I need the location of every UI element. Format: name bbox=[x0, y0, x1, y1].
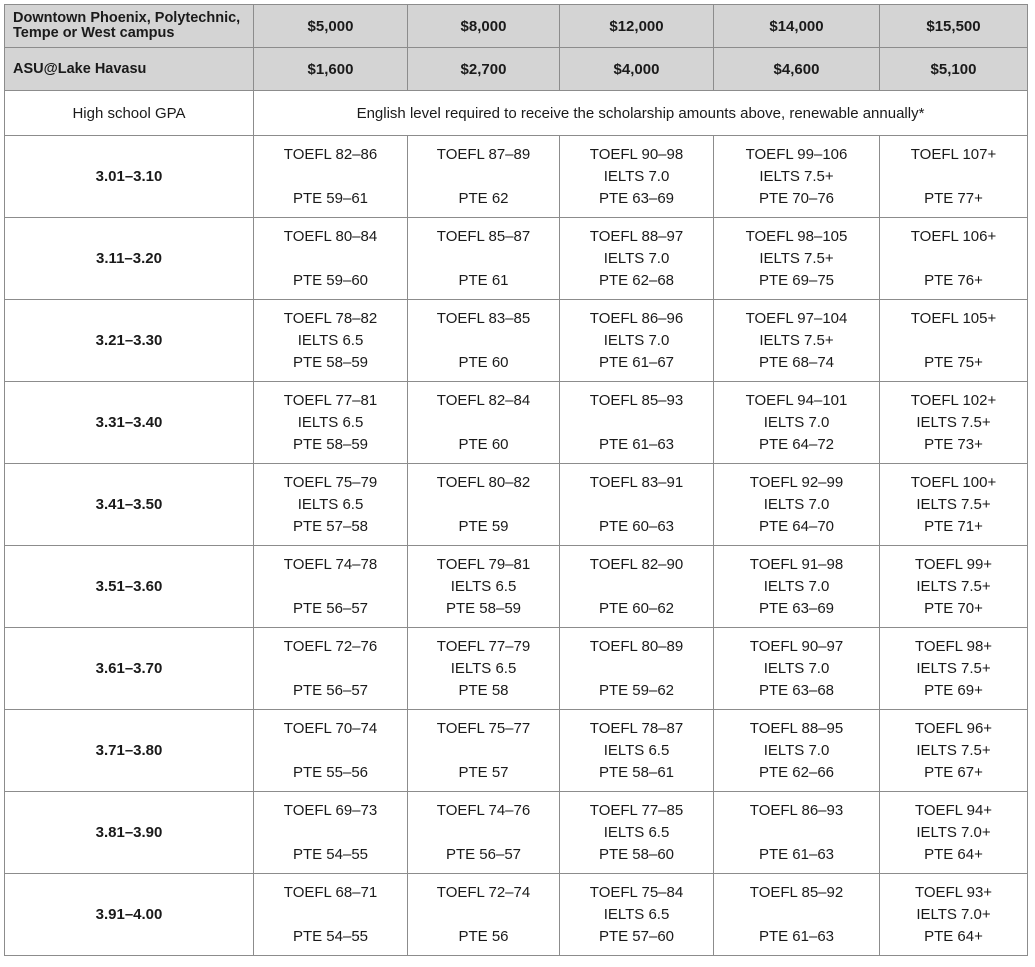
toefl-score: TOEFL 85–87 bbox=[436, 228, 531, 245]
toefl-score: TOEFL 88–95 bbox=[749, 720, 844, 737]
pte-score: PTE 64+ bbox=[924, 846, 983, 863]
requirement-cell bbox=[714, 464, 880, 546]
ielts-score bbox=[560, 576, 713, 598]
requirement-cell bbox=[880, 874, 1028, 956]
ielts-score: IELTS 7.5+ bbox=[916, 414, 991, 431]
requirement-lines bbox=[880, 710, 1027, 790]
requirement-cell bbox=[714, 628, 880, 710]
requirement-lines bbox=[714, 628, 879, 708]
requirement-lines bbox=[880, 546, 1027, 626]
toefl-score: TOEFL 98+ bbox=[914, 638, 993, 655]
pte-score: PTE 57 bbox=[458, 764, 509, 781]
pte-score: PTE 58–61 bbox=[598, 764, 675, 781]
ielts-score: IELTS 7.0 bbox=[763, 660, 830, 677]
gpa-range: 3.91–4.00 bbox=[5, 874, 254, 956]
ielts-score: IELTS 7.0 bbox=[763, 496, 830, 513]
requirement-lines bbox=[714, 300, 879, 380]
table-row bbox=[5, 546, 1028, 628]
requirement-lines bbox=[408, 382, 559, 462]
requirement-cell bbox=[408, 546, 560, 628]
requirement-lines bbox=[880, 792, 1027, 872]
requirement-lines bbox=[714, 792, 879, 872]
toefl-score: TOEFL 75–77 bbox=[436, 720, 531, 737]
table-row bbox=[5, 382, 1028, 464]
ielts-score: IELTS 6.5 bbox=[297, 496, 364, 513]
ielts-score: IELTS 6.5 bbox=[297, 332, 364, 349]
requirement-cell bbox=[880, 792, 1028, 874]
toefl-score: TOEFL 106+ bbox=[910, 228, 997, 245]
scholarship-amount: $14,000 bbox=[714, 5, 880, 48]
requirement-cell bbox=[408, 628, 560, 710]
pte-score: PTE 59 bbox=[458, 518, 509, 535]
requirement-lines bbox=[408, 710, 559, 790]
requirement-cell bbox=[880, 710, 1028, 792]
requirement-cell bbox=[880, 382, 1028, 464]
pte-score: PTE 70–76 bbox=[758, 190, 835, 207]
requirement-cell bbox=[408, 874, 560, 956]
requirement-cell bbox=[254, 792, 408, 874]
toefl-score: TOEFL 70–74 bbox=[283, 720, 378, 737]
campus-row bbox=[5, 48, 1028, 91]
toefl-score: TOEFL 69–73 bbox=[283, 802, 378, 819]
toefl-score: TOEFL 82–86 bbox=[283, 146, 378, 163]
toefl-score: TOEFL 75–84 bbox=[589, 884, 684, 901]
requirement-lines bbox=[560, 546, 713, 626]
toefl-score: TOEFL 80–84 bbox=[283, 228, 378, 245]
ielts-score bbox=[880, 248, 1027, 270]
pte-score: PTE 60–62 bbox=[598, 600, 675, 617]
requirement-cell bbox=[714, 218, 880, 300]
toefl-score: TOEFL 86–96 bbox=[589, 310, 684, 327]
toefl-score: TOEFL 105+ bbox=[910, 310, 997, 327]
pte-score: PTE 63–68 bbox=[758, 682, 835, 699]
pte-score: PTE 62–68 bbox=[598, 272, 675, 289]
requirement-cell bbox=[714, 710, 880, 792]
pte-score: PTE 61–63 bbox=[758, 846, 835, 863]
toefl-score: TOEFL 74–78 bbox=[283, 556, 378, 573]
toefl-score: TOEFL 80–82 bbox=[436, 474, 531, 491]
toefl-score: TOEFL 94+ bbox=[914, 802, 993, 819]
gpa-range: 3.81–3.90 bbox=[5, 792, 254, 874]
requirement-cell bbox=[408, 382, 560, 464]
ielts-score bbox=[714, 904, 879, 926]
toefl-score: TOEFL 82–84 bbox=[436, 392, 531, 409]
ielts-score: IELTS 7.5+ bbox=[759, 168, 834, 185]
toefl-score: TOEFL 78–82 bbox=[283, 310, 378, 327]
requirement-lines bbox=[880, 300, 1027, 380]
pte-score: PTE 55–56 bbox=[292, 764, 369, 781]
ielts-score: IELTS 7.0 bbox=[603, 250, 670, 267]
toefl-score: TOEFL 100+ bbox=[910, 474, 997, 491]
scholarship-amount: $8,000 bbox=[408, 5, 560, 48]
ielts-score bbox=[408, 494, 559, 516]
requirement-cell bbox=[560, 300, 714, 382]
requirement-cell bbox=[408, 792, 560, 874]
requirement-lines bbox=[560, 710, 713, 790]
requirement-lines bbox=[560, 792, 713, 872]
toefl-score: TOEFL 79–81 bbox=[436, 556, 531, 573]
requirement-lines bbox=[254, 136, 407, 216]
ielts-score: IELTS 6.5 bbox=[450, 578, 517, 595]
pte-score: PTE 58–60 bbox=[598, 846, 675, 863]
gpa-range: 3.51–3.60 bbox=[5, 546, 254, 628]
ielts-score: IELTS 7.5+ bbox=[916, 496, 991, 513]
requirement-lines bbox=[560, 300, 713, 380]
requirement-cell bbox=[560, 464, 714, 546]
pte-score: PTE 62 bbox=[458, 190, 509, 207]
header-row bbox=[5, 91, 1028, 136]
pte-score: PTE 69–75 bbox=[758, 272, 835, 289]
requirement-cell bbox=[880, 628, 1028, 710]
gpa-range: 3.41–3.50 bbox=[5, 464, 254, 546]
requirement-lines bbox=[880, 874, 1027, 954]
requirement-cell bbox=[254, 218, 408, 300]
requirement-lines bbox=[714, 710, 879, 790]
requirement-cell bbox=[560, 792, 714, 874]
pte-score: PTE 75+ bbox=[924, 354, 983, 371]
requirement-cell bbox=[714, 546, 880, 628]
table-row bbox=[5, 218, 1028, 300]
requirement-cell bbox=[408, 136, 560, 218]
requirement-lines bbox=[880, 628, 1027, 708]
requirement-lines bbox=[714, 136, 879, 216]
requirement-lines bbox=[408, 628, 559, 708]
scholarship-amount: $1,600 bbox=[254, 48, 408, 91]
requirement-lines bbox=[408, 300, 559, 380]
pte-score: PTE 58 bbox=[458, 682, 509, 699]
requirement-lines bbox=[714, 874, 879, 954]
requirement-lines bbox=[408, 464, 559, 544]
toefl-score: TOEFL 86–93 bbox=[749, 802, 844, 819]
pte-score: PTE 61–63 bbox=[598, 436, 675, 453]
pte-score: PTE 57–60 bbox=[598, 928, 675, 945]
toefl-score: TOEFL 75–79 bbox=[283, 474, 378, 491]
pte-score: PTE 60–63 bbox=[598, 518, 675, 535]
scholarship-amount: $15,500 bbox=[880, 5, 1028, 48]
requirement-cell bbox=[254, 382, 408, 464]
requirement-lines bbox=[880, 382, 1027, 462]
pte-score: PTE 61–63 bbox=[758, 928, 835, 945]
pte-score: PTE 59–61 bbox=[292, 190, 369, 207]
toefl-score: TOEFL 72–74 bbox=[436, 884, 531, 901]
requirement-cell bbox=[254, 546, 408, 628]
pte-score: PTE 59–62 bbox=[598, 682, 675, 699]
requirement-cell bbox=[714, 874, 880, 956]
requirement-cell bbox=[714, 300, 880, 382]
pte-score: PTE 76+ bbox=[924, 272, 983, 289]
pte-score: PTE 54–55 bbox=[292, 846, 369, 863]
requirement-cell bbox=[560, 710, 714, 792]
pte-score: PTE 61–67 bbox=[598, 354, 675, 371]
gpa-header: High school GPA bbox=[5, 91, 254, 136]
requirement-lines bbox=[254, 792, 407, 872]
ielts-score bbox=[408, 740, 559, 762]
requirement-lines bbox=[254, 546, 407, 626]
pte-score: PTE 56 bbox=[458, 928, 509, 945]
toefl-score: TOEFL 93+ bbox=[914, 884, 993, 901]
scholarship-amount: $5,000 bbox=[254, 5, 408, 48]
campus-row bbox=[5, 5, 1028, 48]
pte-score: PTE 60 bbox=[458, 436, 509, 453]
pte-score: PTE 60 bbox=[458, 354, 509, 371]
requirement-lines bbox=[254, 300, 407, 380]
requirement-cell bbox=[408, 710, 560, 792]
ielts-score bbox=[254, 248, 407, 270]
requirement-cell bbox=[880, 546, 1028, 628]
requirement-lines bbox=[254, 464, 407, 544]
toefl-score: TOEFL 99+ bbox=[914, 556, 993, 573]
pte-score: PTE 61 bbox=[458, 272, 509, 289]
toefl-score: TOEFL 74–76 bbox=[436, 802, 531, 819]
pte-score: PTE 64–70 bbox=[758, 518, 835, 535]
ielts-score bbox=[408, 330, 559, 352]
toefl-score: TOEFL 98–105 bbox=[745, 228, 848, 245]
requirement-cell bbox=[408, 300, 560, 382]
toefl-score: TOEFL 87–89 bbox=[436, 146, 531, 163]
ielts-score: IELTS 7.0+ bbox=[916, 824, 991, 841]
ielts-score bbox=[408, 822, 559, 844]
requirement-lines bbox=[560, 628, 713, 708]
requirement-lines bbox=[714, 464, 879, 544]
requirement-lines bbox=[408, 792, 559, 872]
requirement-cell bbox=[880, 464, 1028, 546]
requirement-lines bbox=[254, 874, 407, 954]
gpa-range: 3.21–3.30 bbox=[5, 300, 254, 382]
requirement-cell bbox=[254, 874, 408, 956]
toefl-score: TOEFL 83–91 bbox=[589, 474, 684, 491]
requirement-lines bbox=[880, 136, 1027, 216]
ielts-score bbox=[254, 740, 407, 762]
toefl-score: TOEFL 99–106 bbox=[745, 146, 848, 163]
pte-score: PTE 68–74 bbox=[758, 354, 835, 371]
ielts-score bbox=[254, 166, 407, 188]
pte-score: PTE 58–59 bbox=[445, 600, 522, 617]
requirement-cell bbox=[254, 300, 408, 382]
toefl-score: TOEFL 68–71 bbox=[283, 884, 378, 901]
pte-score: PTE 77+ bbox=[924, 190, 983, 207]
pte-score: PTE 56–57 bbox=[445, 846, 522, 863]
table-row bbox=[5, 874, 1028, 956]
requirement-lines bbox=[408, 218, 559, 298]
requirement-lines bbox=[560, 218, 713, 298]
table-body bbox=[5, 5, 1028, 956]
gpa-range: 3.31–3.40 bbox=[5, 382, 254, 464]
scholarship-amount: $5,100 bbox=[880, 48, 1028, 91]
ielts-score: IELTS 7.5+ bbox=[916, 578, 991, 595]
table-row bbox=[5, 136, 1028, 218]
requirement-lines bbox=[408, 874, 559, 954]
requirement-lines bbox=[560, 382, 713, 462]
ielts-score bbox=[254, 904, 407, 926]
table-row bbox=[5, 792, 1028, 874]
ielts-score bbox=[254, 822, 407, 844]
toefl-score: TOEFL 94–101 bbox=[745, 392, 848, 409]
pte-score: PTE 56–57 bbox=[292, 600, 369, 617]
requirement-lines bbox=[408, 136, 559, 216]
ielts-score bbox=[560, 412, 713, 434]
requirement-cell bbox=[880, 136, 1028, 218]
requirement-cell bbox=[254, 628, 408, 710]
ielts-score: IELTS 7.5+ bbox=[759, 332, 834, 349]
requirement-cell bbox=[714, 792, 880, 874]
gpa-range: 3.61–3.70 bbox=[5, 628, 254, 710]
toefl-score: TOEFL 92–99 bbox=[749, 474, 844, 491]
table-row bbox=[5, 710, 1028, 792]
ielts-score: IELTS 6.5 bbox=[297, 414, 364, 431]
requirement-lines bbox=[254, 710, 407, 790]
campus-name: Downtown Phoenix, Polytechnic, Tempe or West campus bbox=[5, 5, 254, 48]
requirement-lines bbox=[714, 546, 879, 626]
requirement-lines bbox=[254, 218, 407, 298]
toefl-score: TOEFL 83–85 bbox=[436, 310, 531, 327]
toefl-score: TOEFL 82–90 bbox=[589, 556, 684, 573]
gpa-range: 3.71–3.80 bbox=[5, 710, 254, 792]
requirement-cell bbox=[714, 382, 880, 464]
requirement-cell bbox=[560, 218, 714, 300]
ielts-score bbox=[560, 494, 713, 516]
requirement-cell bbox=[560, 546, 714, 628]
requirement-lines bbox=[880, 464, 1027, 544]
pte-score: PTE 57–58 bbox=[292, 518, 369, 535]
requirement-cell bbox=[560, 628, 714, 710]
requirement-lines bbox=[408, 546, 559, 626]
ielts-score bbox=[408, 412, 559, 434]
requirement-cell bbox=[880, 218, 1028, 300]
pte-score: PTE 69+ bbox=[924, 682, 983, 699]
gpa-range: 3.01–3.10 bbox=[5, 136, 254, 218]
toefl-score: TOEFL 96+ bbox=[914, 720, 993, 737]
ielts-score: IELTS 6.5 bbox=[603, 742, 670, 759]
pte-score: PTE 71+ bbox=[924, 518, 983, 535]
ielts-score: IELTS 7.0 bbox=[603, 332, 670, 349]
toefl-score: TOEFL 80–89 bbox=[589, 638, 684, 655]
requirement-lines bbox=[254, 382, 407, 462]
pte-score: PTE 70+ bbox=[924, 600, 983, 617]
ielts-score bbox=[714, 822, 879, 844]
requirement-lines bbox=[560, 464, 713, 544]
ielts-score bbox=[408, 166, 559, 188]
ielts-score: IELTS 7.0+ bbox=[916, 906, 991, 923]
requirement-lines bbox=[714, 382, 879, 462]
requirement-lines bbox=[880, 218, 1027, 298]
table-row bbox=[5, 628, 1028, 710]
requirement-lines bbox=[714, 218, 879, 298]
toefl-score: TOEFL 85–93 bbox=[589, 392, 684, 409]
pte-score: PTE 58–59 bbox=[292, 354, 369, 371]
ielts-score bbox=[408, 904, 559, 926]
gpa-range: 3.11–3.20 bbox=[5, 218, 254, 300]
pte-score: PTE 67+ bbox=[924, 764, 983, 781]
requirement-cell bbox=[880, 300, 1028, 382]
scholarship-amount: $12,000 bbox=[560, 5, 714, 48]
pte-score: PTE 73+ bbox=[924, 436, 983, 453]
requirement-cell bbox=[408, 464, 560, 546]
scholarship-table bbox=[4, 4, 1028, 956]
scholarship-amount: $4,600 bbox=[714, 48, 880, 91]
requirement-cell bbox=[560, 136, 714, 218]
scholarship-amount: $2,700 bbox=[408, 48, 560, 91]
requirement-lines bbox=[560, 874, 713, 954]
table-row bbox=[5, 464, 1028, 546]
toefl-score: TOEFL 97–104 bbox=[745, 310, 848, 327]
pte-score: PTE 59–60 bbox=[292, 272, 369, 289]
table-row bbox=[5, 300, 1028, 382]
ielts-score: IELTS 7.0 bbox=[763, 578, 830, 595]
ielts-score bbox=[880, 330, 1027, 352]
requirement-cell bbox=[560, 874, 714, 956]
ielts-score: IELTS 7.0 bbox=[763, 742, 830, 759]
ielts-score bbox=[560, 658, 713, 680]
ielts-score: IELTS 7.5+ bbox=[916, 742, 991, 759]
ielts-score bbox=[254, 658, 407, 680]
toefl-score: TOEFL 72–76 bbox=[283, 638, 378, 655]
requirement-cell bbox=[560, 382, 714, 464]
pte-score: PTE 54–55 bbox=[292, 928, 369, 945]
pte-score: PTE 58–59 bbox=[292, 436, 369, 453]
pte-score: PTE 63–69 bbox=[598, 190, 675, 207]
ielts-score: IELTS 7.0 bbox=[603, 168, 670, 185]
ielts-score bbox=[254, 576, 407, 598]
ielts-score: IELTS 7.5+ bbox=[759, 250, 834, 267]
requirement-header: English level required to receive the scholarship amounts above, renewable annually* bbox=[254, 91, 1028, 136]
toefl-score: TOEFL 77–81 bbox=[283, 392, 378, 409]
requirement-cell bbox=[254, 710, 408, 792]
pte-score: PTE 56–57 bbox=[292, 682, 369, 699]
ielts-score bbox=[408, 248, 559, 270]
toefl-score: TOEFL 77–79 bbox=[436, 638, 531, 655]
campus-name: ASU@Lake Havasu bbox=[5, 48, 254, 91]
toefl-score: TOEFL 91–98 bbox=[749, 556, 844, 573]
toefl-score: TOEFL 77–85 bbox=[589, 802, 684, 819]
toefl-score: TOEFL 102+ bbox=[910, 392, 997, 409]
toefl-score: TOEFL 85–92 bbox=[749, 884, 844, 901]
pte-score: PTE 64+ bbox=[924, 928, 983, 945]
requirement-cell bbox=[254, 464, 408, 546]
toefl-score: TOEFL 90–98 bbox=[589, 146, 684, 163]
requirement-cell bbox=[408, 218, 560, 300]
ielts-score: IELTS 6.5 bbox=[603, 906, 670, 923]
toefl-score: TOEFL 90–97 bbox=[749, 638, 844, 655]
ielts-score: IELTS 7.0 bbox=[763, 414, 830, 431]
ielts-score: IELTS 6.5 bbox=[450, 660, 517, 677]
pte-score: PTE 62–66 bbox=[758, 764, 835, 781]
requirement-cell bbox=[254, 136, 408, 218]
ielts-score: IELTS 6.5 bbox=[603, 824, 670, 841]
ielts-score bbox=[880, 166, 1027, 188]
toefl-score: TOEFL 88–97 bbox=[589, 228, 684, 245]
requirement-cell bbox=[714, 136, 880, 218]
requirement-lines bbox=[560, 136, 713, 216]
toefl-score: TOEFL 78–87 bbox=[589, 720, 684, 737]
ielts-score: IELTS 7.5+ bbox=[916, 660, 991, 677]
pte-score: PTE 63–69 bbox=[758, 600, 835, 617]
scholarship-amount: $4,000 bbox=[560, 48, 714, 91]
pte-score: PTE 64–72 bbox=[758, 436, 835, 453]
toefl-score: TOEFL 107+ bbox=[910, 146, 997, 163]
requirement-lines bbox=[254, 628, 407, 708]
